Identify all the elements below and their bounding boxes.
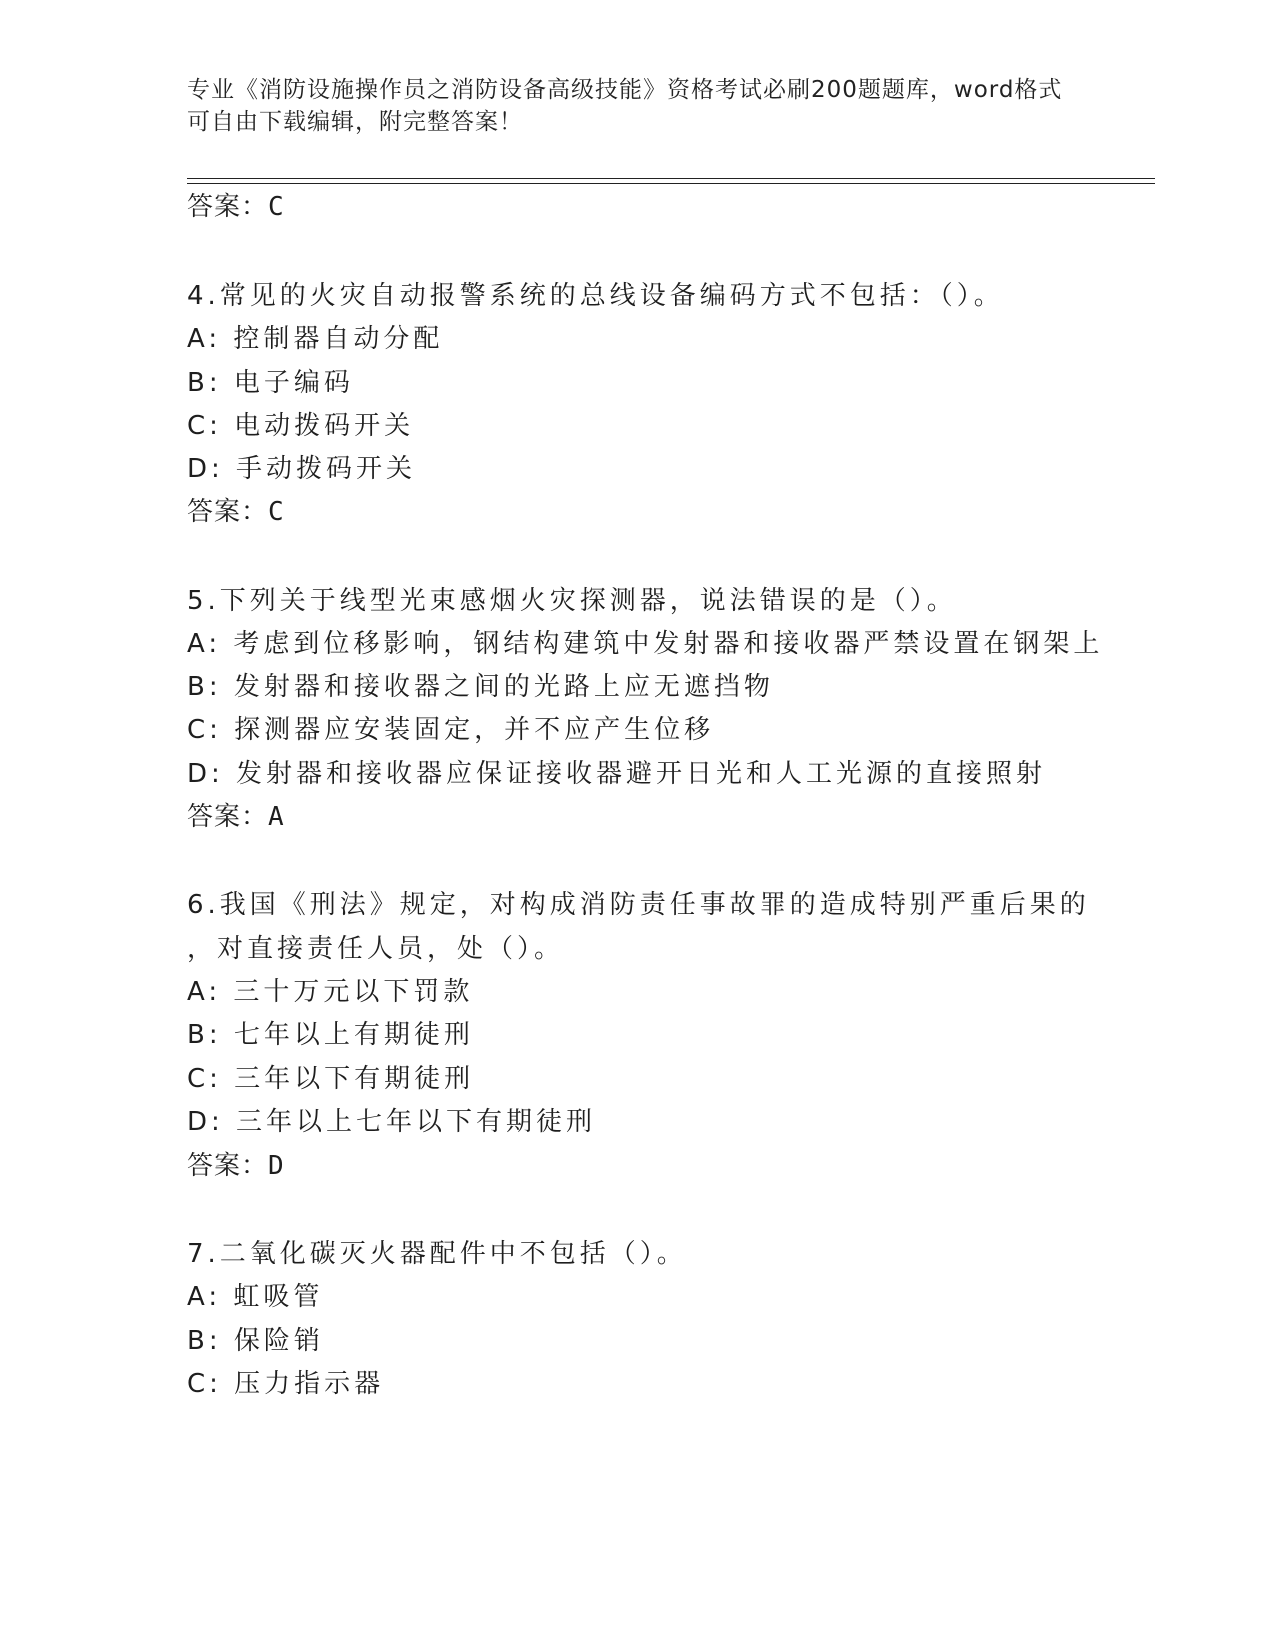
- option-a: A: 考虑到位移影响，钢结构建筑中发射器和接收器严禁设置在钢架上: [187, 629, 1104, 659]
- option-b: B: 七年以上有期徒刑: [187, 1020, 474, 1050]
- option-d: D: 手动拨码开关: [187, 454, 417, 484]
- option-a: A: 控制器自动分配: [187, 324, 444, 354]
- option-a: A: 三十万元以下罚款: [187, 977, 474, 1007]
- previous-answer: 答案：C: [187, 192, 285, 222]
- question-answer: 答案：C: [187, 497, 285, 527]
- question-stem: 4.常见的火灾自动报警系统的总线设备编码方式不包括：（）。: [187, 281, 1004, 311]
- option-b: B: 保险销: [187, 1326, 324, 1356]
- option-b: B: 电子编码: [187, 368, 354, 398]
- option-c: C: 三年以下有期徒刑: [187, 1064, 475, 1094]
- header-divider-secondary: [187, 183, 1155, 184]
- question-answer: 答案：A: [187, 802, 285, 832]
- question-stem-line1: 6.我国《刑法》规定，对构成消防责任事故罪的造成特别严重后果的: [187, 890, 1090, 920]
- document-header: 专业《消防设施操作员之消防设备高级技能》资格考试必刷200题题库，word格式可自由下载编辑，附完整答案！: [187, 77, 1063, 135]
- option-a: A: 虹吸管: [187, 1282, 324, 1312]
- option-d: D: 三年以上七年以下有期徒刑: [187, 1107, 597, 1137]
- option-c: C: 电动拨码开关: [187, 411, 415, 441]
- question-stem: 7.二氧化碳灭火器配件中不包括（）。: [187, 1239, 687, 1269]
- option-d: D: 发射器和接收器应保证接收器避开日光和人工光源的直接照射: [187, 759, 1047, 789]
- option-b: B: 发射器和接收器之间的光路上应无遮挡物: [187, 672, 774, 702]
- header-divider: [187, 178, 1155, 179]
- question-answer: 答案：D: [187, 1151, 285, 1181]
- option-c: C: 压力指示器: [187, 1369, 385, 1399]
- question-stem: 5.下列关于线型光束感烟火灾探测器，说法错误的是（）。: [187, 586, 957, 616]
- question-stem-line2: ，对直接责任人员，处（）。: [187, 934, 565, 964]
- option-c: C: 探测器应安装固定，并不应产生位移: [187, 715, 715, 745]
